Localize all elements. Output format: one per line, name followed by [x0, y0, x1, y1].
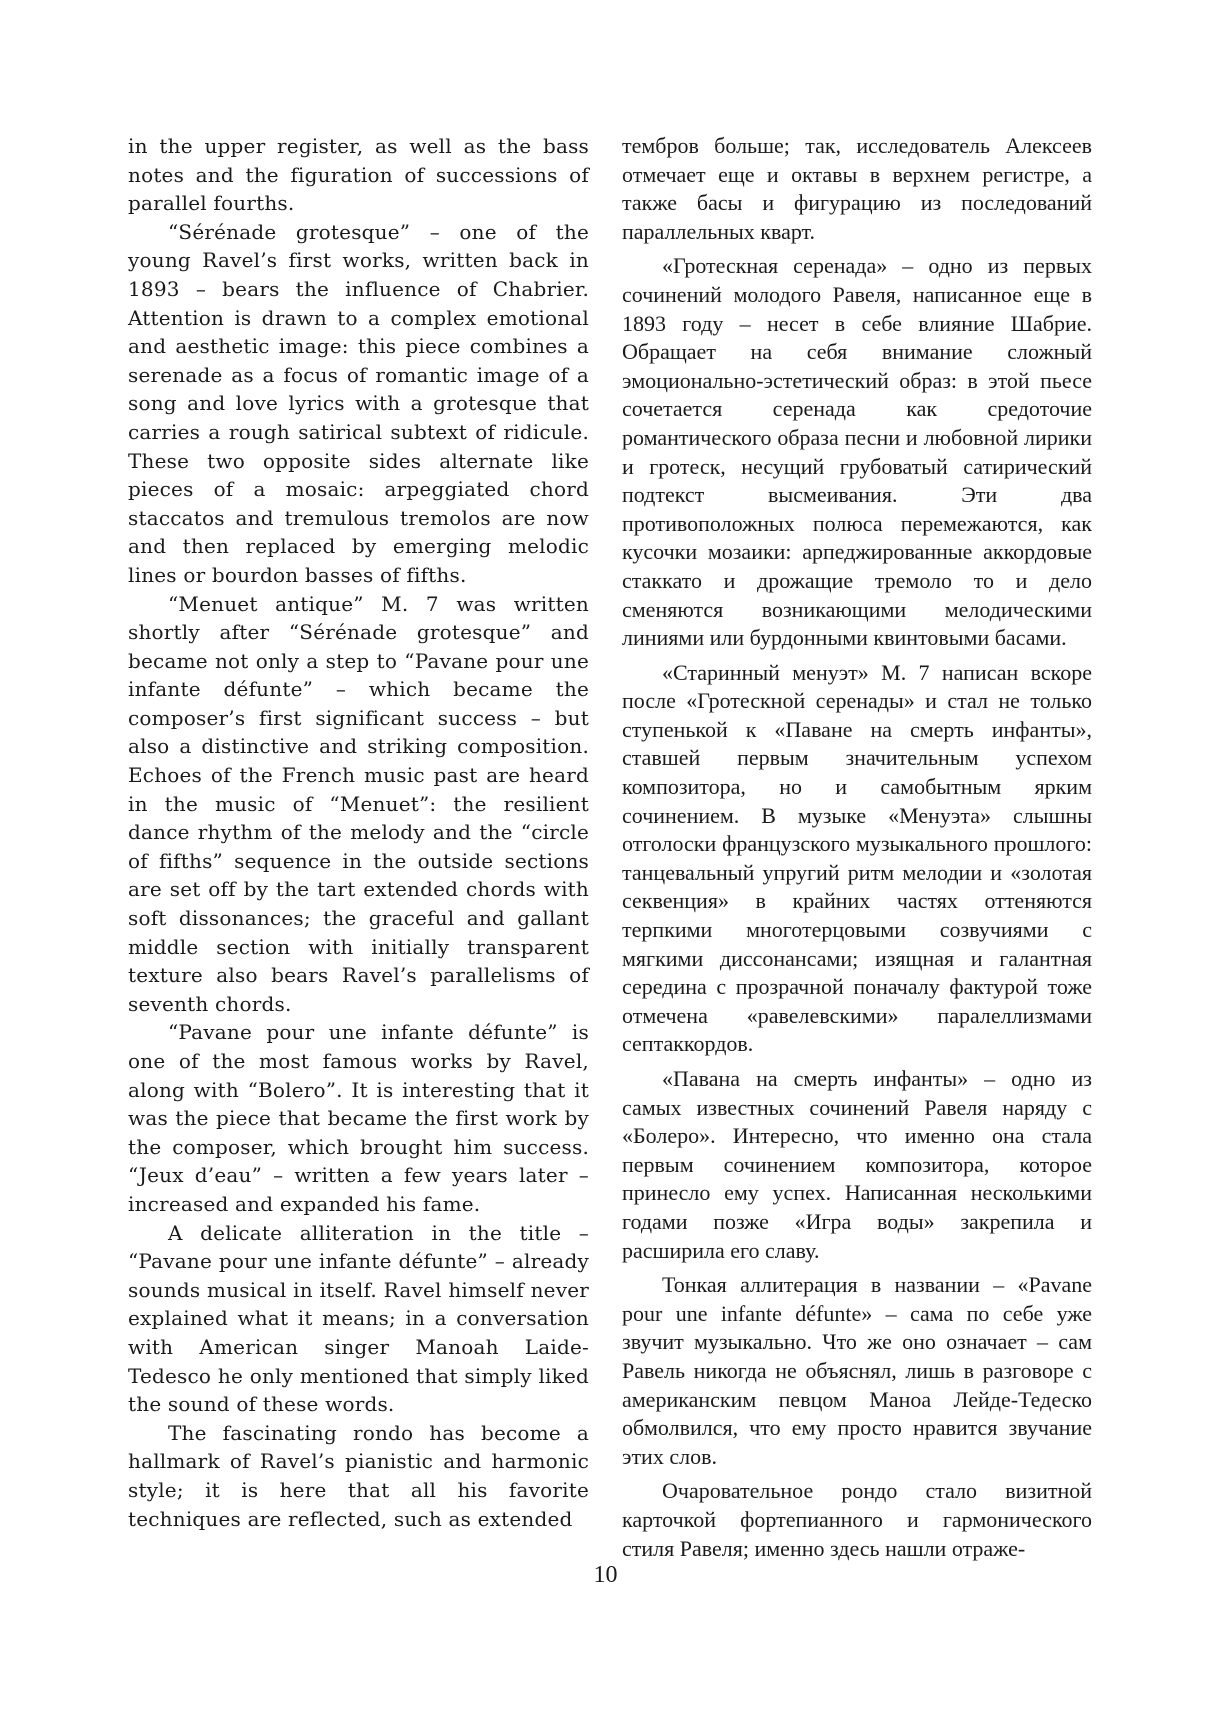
russian-paragraph-4: «Павана на смерть инфанты» – одно из самых известных сочинений Равеля наряду с «Болеро». Интересно, что именно она стала первым сочинением композитора, которое принесло ему успех. Написанная несколькими годами позже «Игра воды» закрепила и расширила его славу.: [622, 1066, 1092, 1263]
russian-paragraph-6: Очаровательное рондо стало визитной карточкой фортепианного и гармонического стиля Равеля; именно здесь нашли отраже-: [622, 1478, 1092, 1561]
english-paragraph-2: “Sérénade grotesque” – one of the young Ravel’s first works, written back in 1893 – bears the influence of Chabrier. Attention is drawn to a complex emotional and aesthetic image: this piece combines a serenade as a focus of romantic image of a song and love lyrics with a grotesque that carries a rough satirical subtext of ridicule. These two opposite sides alternate like pieces of a mosaic: arpeggiated chord staccatos and tremulous tremolos are now and then replaced by emerging melodic lines or bourdon basses of fifths.: [128, 219, 589, 587]
english-paragraph-6: The fascinating rondo has become a hallmark of Ravel’s pianistic and harmonic style; it is here that all his favorite techniques are reflected, such as extended: [128, 1420, 589, 1531]
russian-paragraph-2: «Гротескная серенада» – одно из первых сочинений молодого Равеля, написанное еще в 1893 году – несет в себе влияние Шабрие. Обращает на себя внимание сложный эмоционально-эстетический образ: в этой пьесе сочетается серенада как средоточие романтического образа песни и любовной лирики и гротеск, несущий грубоватый сатирический подтекст высмеивания. Эти два противоположных полюса перемежаются, как кусочки мозаики: арпеджированные аккордовые стаккато и дрожащие тремоло то и дело сменяются возникающими мелодическими линиями или бурдонными квинтовыми басами.: [622, 253, 1092, 651]
russian-paragraph-5: Тонкая аллитерация в названии – «Pavane pour une infante défunte» – сама по себе уже звучит музыкально. Что же оно означает – сам Равель никогда не объяснял, лишь в разговоре с американским певцом Маноа Лейде-Тедеско обмолвился, что ему просто нравится звучание этих слов.: [622, 1272, 1092, 1469]
russian-paragraph-3: «Старинный менуэт» M. 7 написан вскоре после «Гротескной серенады» и стал не только ступенькой к «Паване на смерть инфанты», ставшей первым значительным успехом композитора, но и самобытным ярким сочинением. В музыке «Менуэта» слышны отголоски французского музыкального прошлого: танцевальный упругий ритм мелодии и «золотая секвенция» в крайних частях оттеняются терпкими многотерцовыми созвучиями с мягкими диссонансами; изящная и галантная середина с прозрачной поначалу фактурой тоже отмечена «равелевскими» паралеллизмами септаккордов.: [622, 659, 1092, 1057]
russian-column: [622, 132, 1092, 1569]
english-paragraph-4: “Pavane pour une infante défunte” is one of the most famous works by Ravel, along with “Bolero”. It is interesting that it was the piece that became the first work by the composer, which brought him success. “Jeux d’eau” – written a few years later – increased and expanded his fame.: [128, 1020, 589, 1216]
english-paragraph-1: in the upper register, as well as the bass notes and the figuration of successions of parallel fourths.: [128, 134, 589, 216]
russian-paragraph-1: тембров больше; так, исследователь Алексеев отмечает еще и октавы в верхнем регистре, а также басы и фигурацию из последований параллельных кварт.: [622, 133, 1092, 244]
page-number: 10: [593, 1562, 618, 1588]
english-paragraph-5: A delicate alliteration in the title – “Pavane pour une infante défunte” – already sounds musical in itself. Ravel himself never explained what it means; in a conversation with American singer Manoah Laide-Tedesco he only mentioned that simply liked the sound of these words.: [128, 1220, 589, 1417]
english-column: [128, 132, 589, 1533]
english-paragraph-3: “Menuet antique” M. 7 was written shortly after “Sérénade grotesque” and became not only a step to “Pavane pour une infante défunte” – which became the composer’s first significant success – but also a distinctive and striking composition. Echoes of the French music past are heard in the music of “Menuet”: the resilient dance rhythm of the melody and the “circle of fifths” sequence in the outside sections are set off by the tart extended chords with soft dissonances; the graceful and gallant middle section with initially transparent texture also bears Ravel’s parallelisms of seventh chords.: [128, 591, 589, 1016]
